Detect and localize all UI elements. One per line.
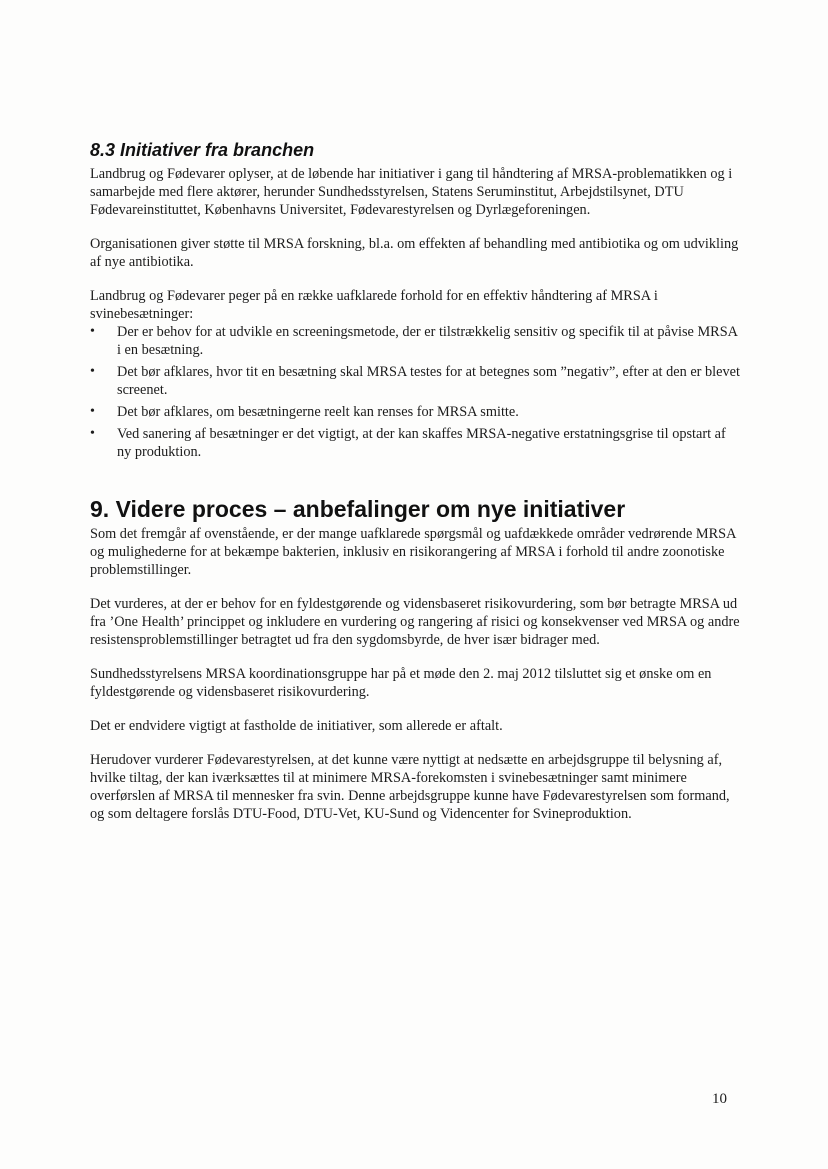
section-9-paragraph-2: Det vurderes, at der er behov for en fyldestgørende og vidensbaseret risikovurdering, som bør betragte MRSA ud fra ’One Health’ princippet og inkludere en vurdering og rangering af risici og konsekvenser ved MRSA og andre resistensproblemstillinger betragtet ud fra den sygdomsbyrde, de hver især bidrager med. (90, 596, 740, 648)
list-item (90, 425, 740, 461)
list-item-text: Det bør afklares, om besætningerne reelt kan renses for MRSA smitte. (117, 404, 519, 420)
list-item (90, 363, 740, 399)
section-8-3-paragraph-2: Organisationen giver støtte til MRSA forskning, bl.a. om effekten af behandling med antibiotika og om udvikling af nye antibiotika. (90, 236, 739, 270)
bullet-icon: • (90, 426, 95, 441)
section-8-3-heading: 8.3 Initiativer fra branchen (90, 140, 315, 160)
section-9-paragraph-5: Herudover vurderer Fødevarestyrelsen, at det kunne være nyttigt at nedsætte en arbejdsgruppe til belysning af, hvilke tiltag, der kan iværksættes til at minimere MRSA-forekomsten i svinebesætninger samt minimere overførslen af MRSA til mennesker fra svin. Denne arbejdsgruppe kunne have Fødevarestyrelsen som formand, og som deltagere forslås DTU-Food, DTU-Vet, KU-Sund og Videncenter for Svineproduktion. (90, 752, 730, 822)
uncertainty-list (90, 323, 740, 461)
section-9-paragraph-1: Som det fremgår af ovenstående, er der mange uafklarede spørgsmål og uafdækkede områder vedrørende MRSA og mulighederne for at bekæmpe bakterien, inklusiv en risikorangering af MRSA i forhold til andre zoonotiske problemstillinger. (90, 526, 736, 578)
section-8-3-paragraph-1: Landbrug og Fødevarer oplyser, at de løbende har initiativer i gang til håndtering af MRSA-problematikken og i samarbejde med flere aktører, herunder Sundhedsstyrelsen, Statens Seruminstitut, Arbejdstilsynet, DTU Fødevareinstituttet, Københavns Universitet, Fødevarestyrelsen og Dyrlægeforeningen. (90, 166, 733, 218)
section-8-3-paragraph-3: Landbrug og Fødevarer peger på en række uafklarede forhold for en effektiv håndtering af MRSA i svinebesætninger: (90, 288, 658, 322)
list-item (90, 323, 740, 359)
page-content (90, 138, 740, 823)
bullet-icon: • (90, 364, 95, 379)
section-9-paragraph-4: Det er endvidere vigtigt at fastholde de initiativer, som allerede er aftalt. (90, 718, 503, 734)
bullet-icon: • (90, 324, 95, 339)
list-item-text: Det bør afklares, hvor tit en besætning skal MRSA testes for at betegnes som ”negativ”, efter at den er blevet screenet. (117, 364, 740, 398)
section-9-heading: 9. Videre proces – anbefalinger om nye initiativer (90, 496, 626, 522)
list-item-text: Der er behov for at udvikle en screeningsmetode, der er tilstrækkelig sensitiv og specifik til at påvise MRSA i en besætning. (117, 324, 738, 358)
list-item-text: Ved sanering af besætninger er det vigtigt, at der kan skaffes MRSA-negative erstatningsgrise til opstart af ny produktion. (117, 426, 726, 460)
list-item (90, 403, 740, 421)
section-9-paragraph-3: Sundhedsstyrelsens MRSA koordinationsgruppe har på et møde den 2. maj 2012 tilsluttet sig et ønske om en fyldestgørende og vidensbaseret risikovurdering. (90, 666, 712, 700)
bullet-icon: • (90, 404, 95, 419)
page-number: 10 (712, 1091, 727, 1107)
